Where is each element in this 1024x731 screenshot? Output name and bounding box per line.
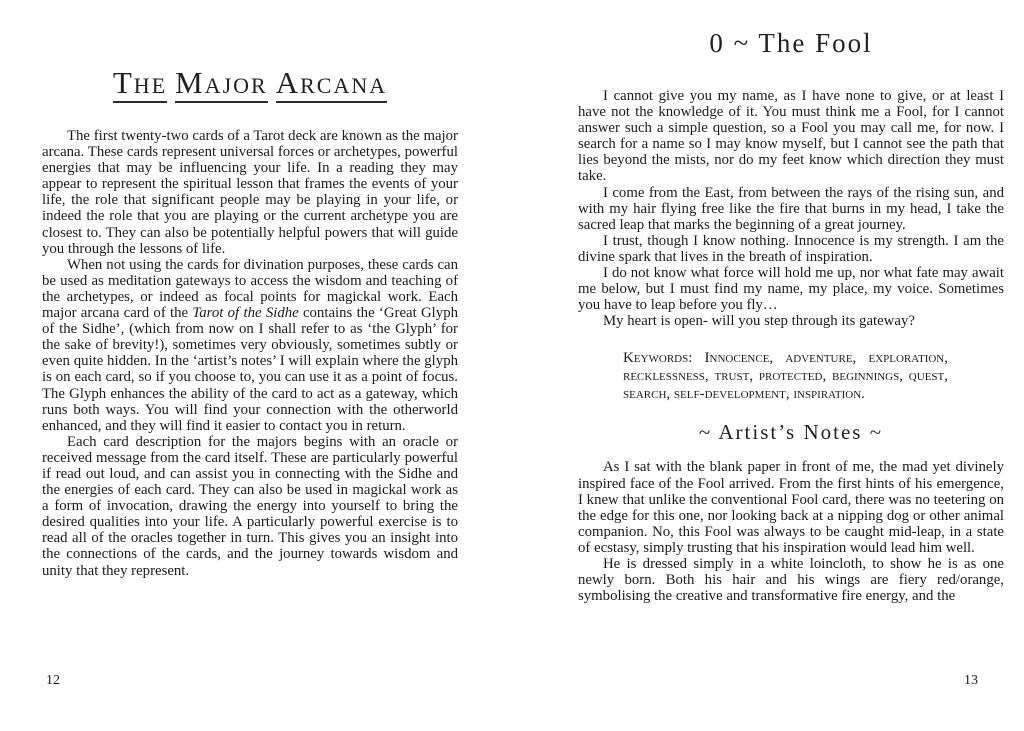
card-title: 0 ~ The Fool <box>709 28 873 58</box>
paragraph-oracle-explain: Each card description for the majors begins with an oracle or received message from the card itself. These are particularly powerful if read out loud, and can assist you in connecting with the Sidhe and the energies of each card. They can also be used in magickal work as a form of invocation, drawing the energy into yourself to bring the desired qualities into your life. A particularly powerful exercise is to read all of the oracles together in turn. This gives you an insight into the connections of the cards, and the journey towards wisdom and unity that they represent. <box>42 433 458 579</box>
title-word-arcana: Arcana <box>276 65 387 103</box>
oracle-paragraph: I cannot give you my name, as I have none to give, or at least I have not the knowledge of it. You must think me a Fool, for I cannot answer such a simple question, so a Fool you may call me, for now. I search for a name so I may know myself, but I cannot see the path that lies beyond the mists, nor do my feet know which direction they must take. <box>578 88 1004 185</box>
artists-notes-body <box>578 459 1004 604</box>
paragraph-glyph-post: contains the ‘Great Glyph of the Sidhe’, (which from now on I shall refer to as ‘the Glyph’ for the sake of brevity!), sometimes very obviously, sometimes subtly or even quite hidden. In the ‘artist’s notes’ I will explain where the glyph is on each card, so if you choose to, you can use it as a point of focus. The Glyph enhances the ability of the card to act as a gateway, which runs both ways. You will find your connection with the otherworld enhanced, and they will find it easier to contact you in return. <box>42 305 458 434</box>
paragraph-glyph <box>42 257 458 434</box>
left-page-title <box>42 64 458 102</box>
title-word-major: Major <box>175 65 268 103</box>
notes-paragraph: He is dressed simply in a white loincloth, to show he is as one newly born. Both his hair and his wings are fiery red/orange, symbolising the creative and transformative fire energy, and the <box>578 555 1004 605</box>
keywords-block: Keywords: Innocence, adventure, exploration, recklessness, trust, protected, beginnings, quest, search, self-development, inspiration. <box>623 350 948 403</box>
oracle-paragraph: I trust, though I know nothing. Innocence is my strength. I am the divine spark that lives in the breath of inspiration. <box>578 232 1004 265</box>
page-number-right: 13 <box>964 673 978 688</box>
oracle-text <box>578 88 1004 329</box>
oracle-paragraph: My heart is open- will you step through its gateway? <box>603 313 915 330</box>
book-title-italic: Tarot of the Sidhe <box>192 305 299 322</box>
notes-paragraph: As I sat with the blank paper in front of me, the mad yet divinely inspired face of the Fool arrived. From the first hints of his emergence, I knew that unlike the conventional Fool card, there was no teetering on the edge for this one, nor looking back at a nipping dog or other animal companion. No, this Fool was always to be caught mid-leap, in a state of ecstasy, simply trusting that his inspiration would lead him well. <box>578 459 1004 556</box>
page-right <box>578 0 1004 731</box>
title-word-the: The <box>113 65 167 103</box>
paragraph-intro: The first twenty-two cards of a Tarot deck are known as the major arcana. These cards represent universal forces or archetypes, powerful energies that may be influencing your life. In a reading they may appear to represent the spiritual lesson that frames the events of your life, the role that significant people may be playing in your life, or indeed the role that you are playing or the current archetype you are closest to. They can also be potentially helpful powers that will guide you through the lessons of life. <box>42 128 458 257</box>
artists-notes-title: ~ Artist’s Notes ~ <box>698 420 884 445</box>
oracle-paragraph: I do not know what force will hold me up, nor what fate may await me below, but I must find my name, my place, my voice. Sometimes you have to leap before you fly… <box>578 265 1004 314</box>
paragraph-glyph-pre: When not using the cards for divination purposes, these cards can be used as meditation gateways to access the wisdom and teaching of the archetypes, or indeed as focal points for magickal work. Each major arcana card of the <box>42 256 458 322</box>
oracle-paragraph: I come from the East, from between the rays of the rising sun, and with my hair flying free like the fire that burns in my head, I take the sacred leap that marks the beginning of a great journey. <box>578 184 1004 233</box>
page-left <box>42 0 458 731</box>
left-page-body <box>42 128 458 579</box>
page-number-left: 12 <box>46 673 60 688</box>
